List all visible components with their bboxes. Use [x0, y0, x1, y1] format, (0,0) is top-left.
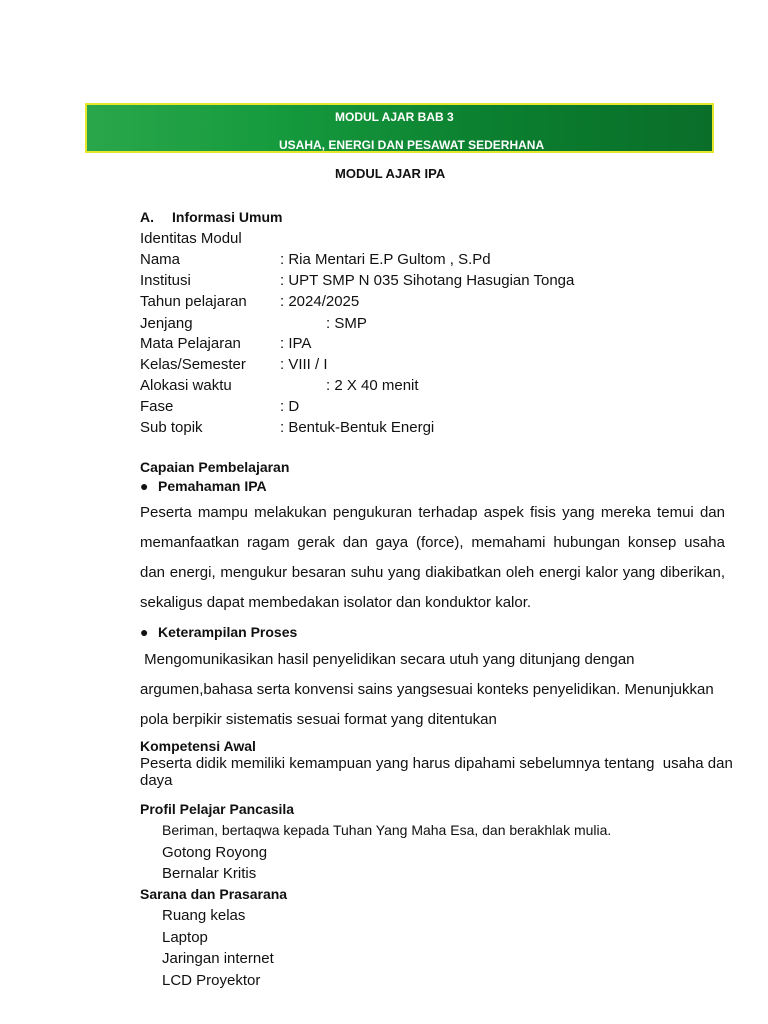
sarana-item: LCD Proyektor	[162, 972, 261, 989]
keterampilan-line: argumen,bahasa serta konvensi sains yangsesuai konteks penyelidikan. Menunjukkan	[140, 681, 714, 698]
bullet-icon: ●	[140, 478, 149, 494]
identity-label: Tahun pelajaran	[140, 293, 247, 310]
identity-value: : SMP	[326, 315, 367, 332]
identity-value: : Bentuk-Bentuk Energi	[280, 419, 435, 436]
section-a-title: Informasi Umum	[172, 209, 283, 225]
keterampilan-line: Mengomunikasikan hasil penyelidikan secara utuh yang ditunjang dengan	[140, 651, 635, 668]
identity-value: : UPT SMP N 035 Sihotang Hasugian Tonga	[280, 272, 575, 289]
identity-label: Jenjang	[140, 315, 193, 332]
identitas-modul-label: Identitas Modul	[140, 230, 242, 247]
identity-value: : IPA	[280, 335, 312, 352]
pemahaman-line: memanfaatkan ragam gerak dan gaya (force), memahami hubungan konsep usaha	[140, 534, 725, 551]
section-a-number: A.	[140, 209, 154, 225]
profil-item: Beriman, bertaqwa kepada Tuhan Yang Maha Esa, dan berakhlak mulia.	[162, 822, 612, 838]
identity-label: Kelas/Semester	[140, 356, 246, 373]
document-title: MODUL AJAR IPA	[335, 166, 446, 181]
identity-label: Fase	[140, 398, 174, 415]
profil-title: Profil Pelajar Pancasila	[140, 801, 295, 817]
pemahaman-line: sekaligus dapat membedakan isolator dan konduktor kalor.	[140, 594, 532, 611]
profil-item: Bernalar Kritis	[162, 865, 257, 882]
kompetensi-line: daya	[140, 772, 173, 789]
identity-label: Institusi	[140, 272, 191, 289]
sarana-title: Sarana dan Prasarana	[140, 886, 288, 902]
banner-title-line2: USAHA, ENERGI DAN PESAWAT SEDERHANA	[279, 138, 545, 152]
sarana-item: Laptop	[162, 929, 208, 946]
identity-label: Alokasi waktu	[140, 377, 232, 394]
pemahaman-title: Pemahaman IPA	[158, 478, 267, 494]
identity-value: : D	[280, 398, 300, 415]
identity-label: Mata Pelajaran	[140, 335, 241, 352]
kompetensi-title: Kompetensi Awal	[140, 738, 256, 754]
capaian-title: Capaian Pembelajaran	[140, 459, 290, 475]
kompetensi-line: Peserta didik memiliki kemampuan yang harus dipahami sebelumnya tentang usaha dan	[140, 755, 733, 772]
keterampilan-title: Keterampilan Proses	[158, 624, 298, 640]
identity-value: : 2024/2025	[280, 293, 360, 310]
identity-label: Nama	[140, 251, 181, 268]
pemahaman-line: Peserta mampu melakukan pengukuran terhadap aspek fisis yang mereka temui dan	[140, 504, 725, 521]
keterampilan-line: pola berpikir sistematis sesuai format yang ditentukan	[140, 711, 497, 728]
identity-label: Sub topik	[140, 419, 203, 436]
profil-item: Gotong Royong	[162, 844, 268, 861]
identity-value: : Ria Mentari E.P Gultom , S.Pd	[280, 251, 491, 268]
sarana-item: Ruang kelas	[162, 907, 246, 924]
identity-value: : VIII / I	[280, 356, 328, 373]
bullet-icon: ●	[140, 624, 149, 640]
identity-value: : 2 X 40 menit	[326, 377, 419, 394]
pemahaman-line: dan energi, mengukur besaran suhu yang diakibatkan oleh energi kalor yang diberikan,	[140, 564, 725, 581]
banner-title-line1: MODUL AJAR BAB 3	[335, 110, 454, 124]
sarana-item: Jaringan internet	[162, 950, 274, 967]
